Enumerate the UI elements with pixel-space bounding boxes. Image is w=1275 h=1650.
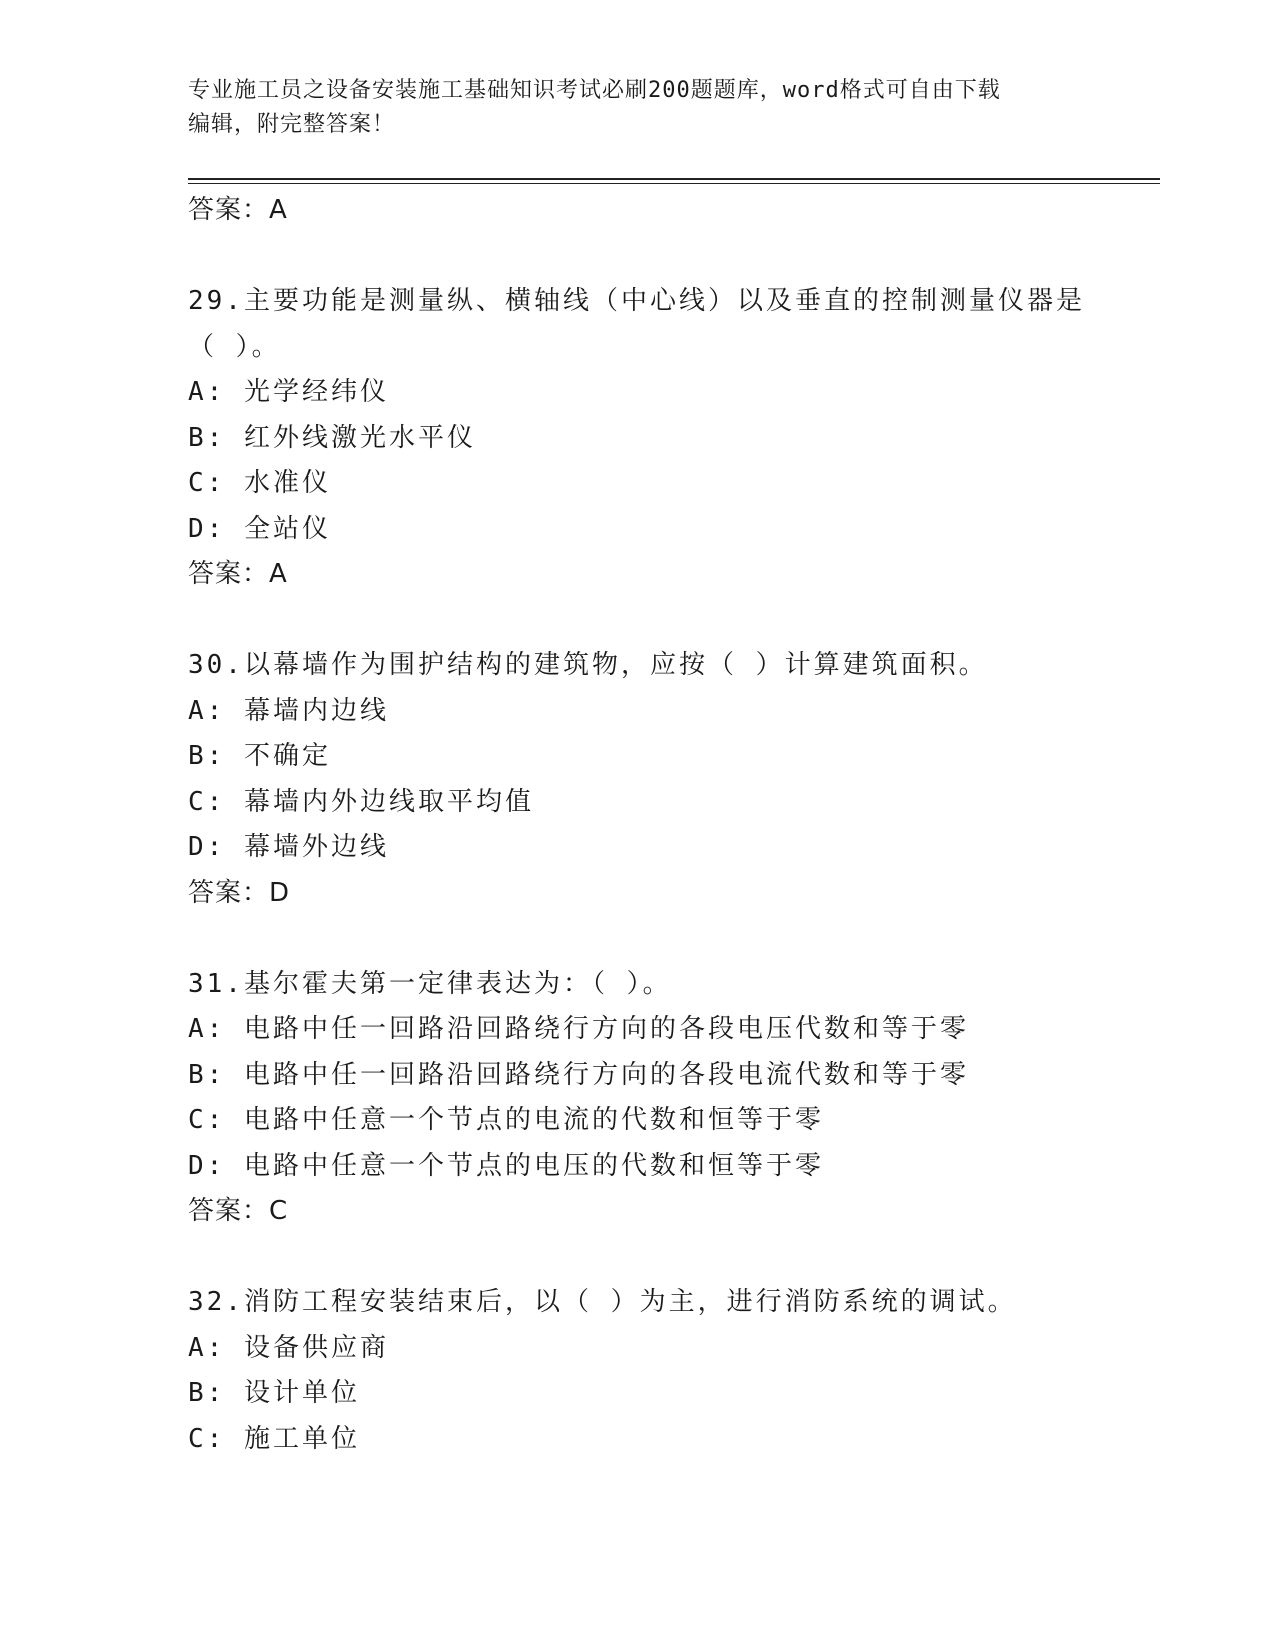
option-d: D: 幕墙外边线	[188, 832, 389, 862]
spacer	[188, 916, 1088, 962]
spacer	[188, 598, 1088, 644]
spacer	[188, 1235, 1088, 1281]
spacer	[188, 234, 1088, 280]
option-c: C: 幕墙内外边线取平均值	[188, 786, 534, 817]
option-d: D: 全站仪	[188, 513, 331, 544]
answer: 答案：D	[188, 877, 291, 908]
option-b: B: 红外线激光水平仪	[188, 422, 476, 453]
question-stem-continued: （ ）。	[188, 331, 281, 362]
option-a: A: 设备供应商	[188, 1332, 389, 1363]
answer: 答案：A	[188, 559, 288, 589]
question-29	[188, 279, 1088, 598]
answer: 答案：C	[188, 1196, 289, 1226]
question-stem: 29.主要功能是测量纵、横轴线（中心线）以及垂直的控制测量仪器是	[188, 286, 1085, 316]
previous-answer: 答案：A	[188, 195, 288, 225]
question-31	[188, 962, 1088, 1235]
option-d: D: 电路中任意一个节点的电压的代数和恒等于零	[188, 1150, 824, 1181]
question-stem: 31.基尔霍夫第一定律表达为：（ ）。	[188, 968, 672, 999]
option-c: C: 电路中任意一个节点的电流的代数和恒等于零	[188, 1105, 824, 1135]
option-a: A: 光学经纬仪	[188, 377, 389, 407]
option-b: B: 不确定	[188, 741, 331, 771]
page-header	[188, 74, 1088, 142]
option-b: B: 设计单位	[188, 1378, 360, 1408]
header-title-line-1: 专业施工员之设备安装施工基础知识考试必刷200题题库，word格式可自由下载	[188, 78, 1001, 103]
header-title-line-2: 编辑，附完整答案！	[188, 112, 396, 137]
question-stem: 32.消防工程安装结束后，以（ ）为主，进行消防系统的调试。	[188, 1287, 1017, 1317]
option-c: C: 水准仪	[188, 468, 331, 498]
option-a: A: 幕墙内边线	[188, 695, 389, 726]
option-a: A: 电路中任一回路沿回路绕行方向的各段电压代数和等于零	[188, 1014, 969, 1044]
question-list	[188, 188, 1088, 1462]
question-32	[188, 1280, 1088, 1462]
question-stem: 30.以幕墙作为围护结构的建筑物，应按（ ）计算建筑面积。	[188, 650, 988, 680]
option-c: C: 施工单位	[188, 1423, 360, 1454]
option-b: B: 电路中任一回路沿回路绕行方向的各段电流代数和等于零	[188, 1059, 969, 1090]
question-30	[188, 643, 1088, 916]
header-divider	[188, 178, 1160, 184]
